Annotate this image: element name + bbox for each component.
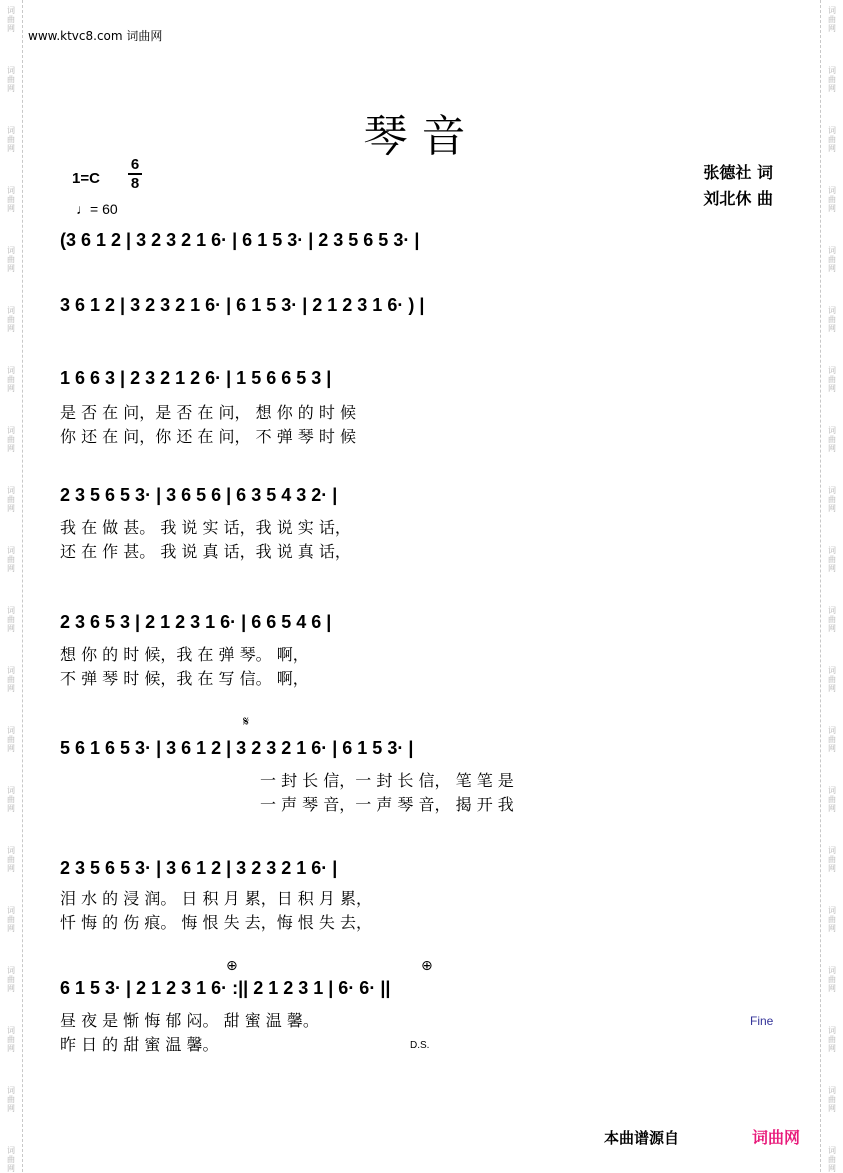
watermark-text: 词 曲 网 [828,1086,836,1113]
lyrics-verse-2: 一 声 琴 音，一 声 琴 音， 揭 开 我 [260,795,514,814]
watermark-text: 词 曲 网 [828,366,836,393]
key-signature: 1=C [72,170,100,187]
notes-line: 2 3 5 6 5 3· | 3 6 1 2 | 3 2 3 2 1 6· | [60,858,338,878]
notes-line: 2 3 5 6 5 3· | 3 6 5 6 | 6 3 5 4 3 2· | [60,485,338,505]
watermark-text: 词 曲 网 [7,66,15,93]
notes-line: 2 3 6 5 3 | 2 1 2 3 1 6· | 6 6 5 4 6 | [60,612,332,632]
lyrics-verse-1: 泪 水 的 浸 润。 日 积 月 累，日 积 月 累， [60,889,372,908]
site-url[interactable]: www.ktvc8.com 词曲网 [28,29,163,43]
lyrics-verse-1: 想 你 的 时 候，我 在 弹 琴。 啊， [60,645,309,664]
coda-icon: ⊕ [226,958,238,974]
lyrics-verse-1: 一 封 长 信，一 封 长 信， 笔 笔 是 [260,771,514,790]
watermark-text: 词 曲 网 [828,246,836,273]
notes-line: 6 1 5 3· | 2 1 2 3 1 6· :|| 2 1 2 3 1 | 6· 6· || [60,978,391,998]
lyrics-verse-2: 不 弹 琴 时 候，我 在 写 信。 啊， [60,669,309,688]
watermark-text: 词 曲 网 [828,846,836,873]
lyrics-verse-2: 昨 日 的 甜 蜜 温 馨。 [60,1035,219,1054]
watermark-text: 词 曲 网 [7,246,15,273]
watermark-text: 词 曲 网 [828,666,836,693]
watermark-text: 词 曲 网 [7,546,15,573]
watermark-text: 词 曲 网 [828,606,836,633]
fine-marking: Fine [750,1014,774,1028]
watermark-text: 词 曲 网 [828,546,836,573]
watermark-text: 词 曲 网 [828,126,836,153]
meter-top: 6 [130,156,140,173]
lyrics-verse-1: 昼 夜 是 惭 悔 郁 闷。 甜 蜜 温 馨。 [60,1011,319,1030]
watermark-text: 词 曲 网 [828,906,836,933]
watermark-text: 词 曲 网 [7,606,15,633]
watermark-text: 词 曲 网 [7,966,15,993]
watermark-text: 词 曲 网 [7,186,15,213]
watermark-text: 词 曲 网 [7,786,15,813]
watermark-text: 词 曲 网 [828,66,836,93]
right-margin-strip [820,0,843,1172]
watermark-text: 词 曲 网 [7,1086,15,1113]
time-signature [128,157,142,191]
tempo-marking: ♩= 60 [76,201,118,217]
coda-icon: ⊕ [421,958,433,974]
footer-site-logo[interactable]: 词曲网 [752,1128,801,1147]
lyricist-credit: 张德社 词 [703,163,773,182]
watermark-text: 词 曲 网 [7,666,15,693]
song-title: 琴音 [363,111,480,162]
notes-line: 1 6 6 3 | 2 3 2 1 2 6· | 1 5 6 6 5 3 | [60,368,332,388]
meter-bottom: 8 [130,175,140,192]
watermark-text: 词 曲 网 [828,1146,836,1173]
footer-source-text: 本曲谱源自 [604,1129,680,1147]
watermark-text: 词 曲 网 [7,306,15,333]
watermark-text: 词 曲 网 [828,786,836,813]
watermark-text: 词 曲 网 [828,486,836,513]
watermark-text: 词 曲 网 [7,426,15,453]
composer-credit: 刘北休 曲 [703,189,773,208]
watermark-text: 词 曲 网 [828,6,836,33]
watermark-text: 词 曲 网 [828,306,836,333]
watermark-text: 词 曲 网 [828,186,836,213]
watermark-text: 词 曲 网 [7,126,15,153]
notes-line: (3 6 1 2 | 3 2 3 2 1 6· | 6 1 5 3· | 2 3 5 6 5 3· | [60,230,420,250]
watermark-text: 词 曲 网 [828,726,836,753]
watermark-text: 词 曲 网 [7,1146,15,1173]
watermark-text: 词 曲 网 [7,846,15,873]
lyrics-verse-1: 是 否 在 问，是 否 在 问， 想 你 的 时 候 [60,403,356,422]
watermark-text: 词 曲 网 [828,426,836,453]
watermark-text: 词 曲 网 [828,966,836,993]
notes-line: 3 6 1 2 | 3 2 3 2 1 6· | 6 1 5 3· | 2 1 2 3 1 6· ) | [60,295,425,315]
lyrics-verse-2: 你 还 在 问，你 还 在 问， 不 弹 琴 时 候 [60,427,356,446]
ds-marking: D.S. [410,1040,430,1051]
lyrics-verse-2: 还 在 作 甚。 我 说 真 话，我 说 真 话， [60,542,351,561]
watermark-text: 词 曲 网 [7,906,15,933]
watermark-text: 词 曲 网 [7,366,15,393]
watermark-text: 词 曲 网 [7,1026,15,1053]
segno-icon: 𝄋 [243,714,250,730]
watermark-text: 词 曲 网 [7,6,15,33]
notes-line: 5 6 1 6 5 3· | 3 6 1 2 | 3 2 3 2 1 6· | 6 1 5 3· | [60,738,414,758]
watermark-text: 词 曲 网 [7,486,15,513]
watermark-text: 词 曲 网 [7,726,15,753]
left-margin-strip [0,0,23,1172]
watermark-text: 词 曲 网 [828,1026,836,1053]
lyrics-verse-1: 我 在 做 甚。 我 说 实 话，我 说 实 话， [60,518,351,537]
lyrics-verse-2: 忏 悔 的 伤 痕。 悔 恨 失 去，悔 恨 失 去， [60,913,372,932]
